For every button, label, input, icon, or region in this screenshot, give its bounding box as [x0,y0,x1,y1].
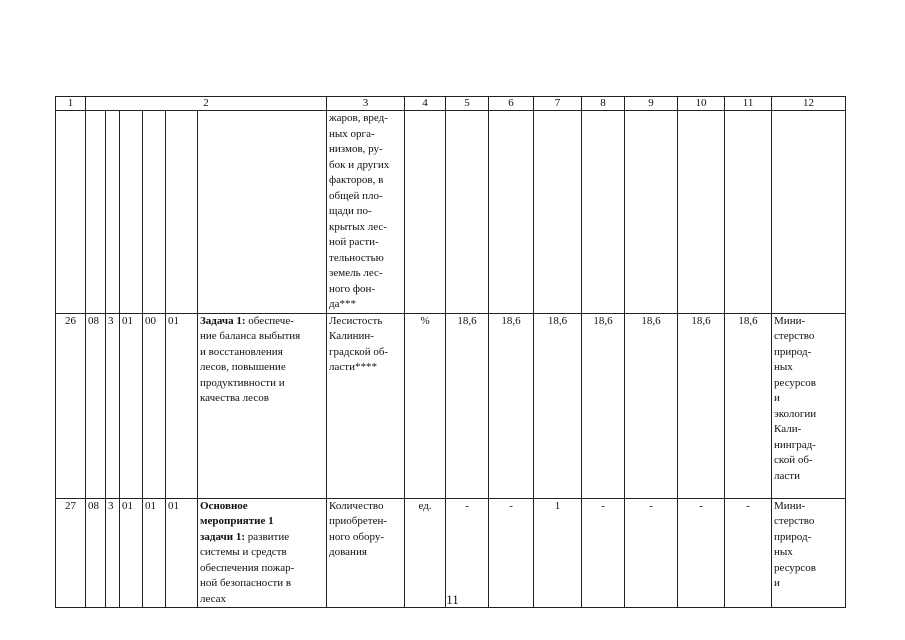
value-cell: 18,6 [446,313,489,498]
task-label: Задача 1: [200,314,246,327]
header-cell: 7 [534,97,582,111]
code-cell: 00 [143,313,166,498]
code-cell: 01 [166,498,198,608]
value-cell: 1 [534,498,582,608]
code-cell: 3 [106,498,120,608]
value-cell: - [489,498,534,608]
indicator-text: Количество приобретен- ного обору- дования [327,498,405,608]
unit-cell: ед. [405,498,446,608]
code-cell: 01 [143,498,166,608]
code-cell: 01 [120,313,143,498]
header-cell: 5 [446,97,489,111]
task-name [198,313,327,498]
unit-cell: % [405,313,446,498]
header-cell: 1 [56,97,86,111]
code-cell: 3 [106,313,120,498]
header-cell: 11 [725,97,772,111]
value-cell: - [446,498,489,608]
header-cell: 10 [678,97,725,111]
responsible-executor: Мини- стерство природ- ных ресурсов и [772,498,846,608]
task-text: обеспече- ние баланса выбытия и восстановления лесов, повышение продуктивности и качества лесов [200,314,301,404]
header-cell: 4 [405,97,446,111]
indicator-text: Лесистость Калинин- градской об- ласти**** [327,313,405,498]
header-cell: 12 [772,97,846,111]
page-number: 11 [446,592,459,607]
header-cell: 6 [489,97,534,111]
header-cell: 3 [327,97,405,111]
value-cell: - [625,498,678,608]
value-cell: 18,6 [582,313,625,498]
row-number: 26 [56,313,86,498]
value-cell: 18,6 [534,313,582,498]
header-cell: 9 [625,97,678,111]
value-cell: 18,6 [725,313,772,498]
value-cell: 18,6 [489,313,534,498]
row-number: 27 [56,498,86,608]
value-cell: 18,6 [625,313,678,498]
code-cell: 08 [86,498,106,608]
value-cell: - [582,498,625,608]
value-cell: 18,6 [678,313,725,498]
value-cell: - [678,498,725,608]
value-cell: - [725,498,772,608]
responsible-executor: Мини- стерство природ- ных ресурсов и экологии Кали- нинград- ской об- ласти [772,313,846,498]
measure-text: развитие системы и средств обеспечения пожар- ной безопасности в лесах [200,530,295,605]
table-row [56,313,846,498]
indicator-text: жаров, вред- ных орга- низмов, ру- бок и других факторов, в общей пло- щади по- крытых лес- ной расти- тельностью земель лес- ного фон- да*** [327,111,405,314]
code-cell: 08 [86,313,106,498]
code-cell: 01 [166,313,198,498]
header-cell: 2 [86,97,327,111]
program-table [55,96,846,608]
code-cell: 01 [120,498,143,608]
measure-label: Основное мероприятие 1 задачи 1: [200,499,274,543]
header-cell: 8 [582,97,625,111]
header-row [56,97,846,111]
table-row-continuation [56,111,846,314]
